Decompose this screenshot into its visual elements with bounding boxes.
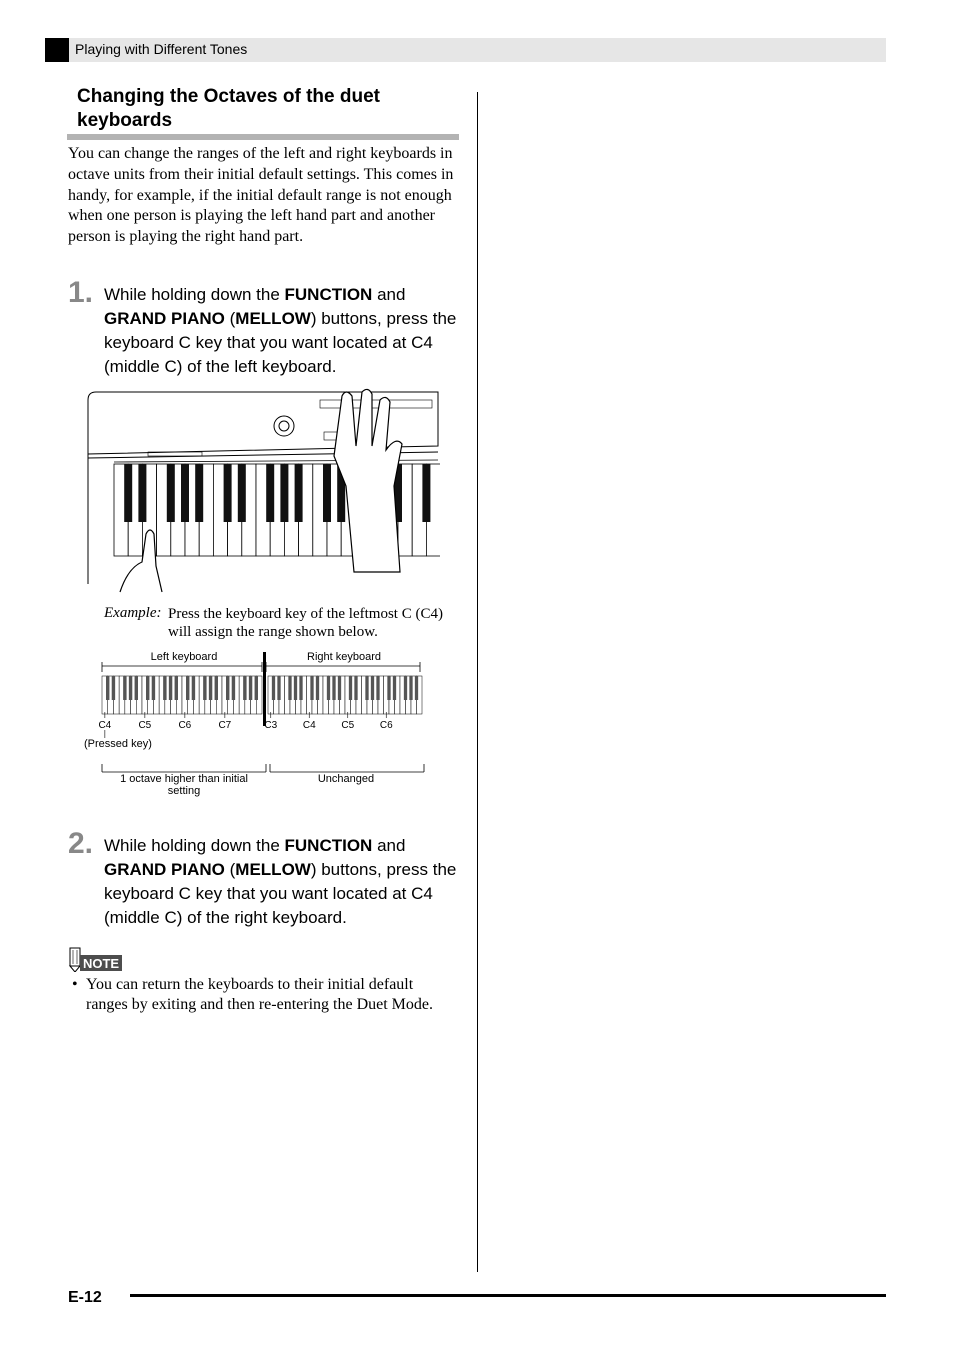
mini-black-key bbox=[371, 676, 374, 700]
left-key-label: C4 bbox=[98, 720, 112, 731]
mini-black-key bbox=[232, 676, 235, 700]
column-divider bbox=[477, 92, 478, 1272]
example-text: Press the keyboard key of the leftmost C (C4) will assign the range shown below. bbox=[168, 606, 443, 640]
note-badge bbox=[68, 946, 126, 972]
title-rule bbox=[67, 134, 459, 140]
right-key-label: C3 bbox=[264, 720, 278, 731]
mini-black-key bbox=[146, 676, 149, 700]
note-item: You can return the keyboards to their initial default ranges by exiting and then re-entering the Duet Mode. bbox=[86, 976, 433, 1013]
black-key bbox=[280, 464, 288, 522]
mini-black-key bbox=[272, 676, 275, 700]
black-key bbox=[195, 464, 203, 522]
step-2-number: 2. bbox=[68, 827, 94, 860]
mini-black-key bbox=[288, 676, 291, 700]
key-labels bbox=[98, 712, 393, 738]
mini-black-key bbox=[209, 676, 212, 700]
mini-black-key bbox=[129, 676, 132, 700]
left-key-label: C6 bbox=[178, 720, 192, 731]
mini-black-key bbox=[163, 676, 166, 700]
mini-black-key bbox=[215, 676, 218, 700]
mini-keyboard bbox=[102, 676, 422, 714]
mini-black-key bbox=[299, 676, 302, 700]
mini-black-key bbox=[186, 676, 189, 700]
right-keyboard-label: Right keyboard bbox=[307, 651, 381, 663]
black-key bbox=[124, 464, 132, 522]
mini-black-key bbox=[135, 676, 138, 700]
mini-black-key bbox=[327, 676, 330, 700]
note-bullet: • bbox=[72, 976, 78, 993]
mini-black-key bbox=[169, 676, 172, 700]
section-title: Changing the Octaves of the duet keyboards bbox=[77, 86, 380, 131]
left-key-label: C5 bbox=[138, 720, 152, 731]
left-key-label: C7 bbox=[218, 720, 232, 731]
mini-black-key bbox=[203, 676, 206, 700]
black-key bbox=[224, 464, 232, 522]
mini-black-key bbox=[365, 676, 368, 700]
mini-black-key bbox=[409, 676, 412, 700]
mini-black-key bbox=[192, 676, 195, 700]
step-1-text: While holding down the FUNCTION and GRAND PIANO (MELLOW) buttons, press the keyboard C key that you want located at C4 (middle C) of the left keyboard. bbox=[104, 285, 457, 376]
right-key-label: C4 bbox=[302, 720, 316, 731]
intro-paragraph: You can change the ranges of the left and right keyboards in octave units from their initial default settings. This comes in handy, for example, if the initial default range is not enough when one person is playing the left hand part and another person is playing the right hand part. bbox=[68, 145, 454, 246]
black-key bbox=[295, 464, 303, 522]
mini-black-key bbox=[415, 676, 418, 700]
mini-black-key bbox=[106, 676, 109, 700]
right-key-label: C6 bbox=[379, 720, 393, 731]
mini-black-key bbox=[294, 676, 297, 700]
mini-black-key bbox=[249, 676, 252, 700]
left-range-label-line2: setting bbox=[167, 785, 201, 797]
mini-black-key bbox=[226, 676, 229, 700]
mini-black-key bbox=[393, 676, 396, 700]
split-marker bbox=[263, 652, 266, 726]
right-key-label: C5 bbox=[341, 720, 355, 731]
mini-black-key bbox=[255, 676, 258, 700]
piano-illustration bbox=[84, 386, 440, 596]
header-section-title: Playing with Different Tones bbox=[75, 41, 248, 57]
mini-black-key bbox=[112, 676, 115, 700]
black-key bbox=[167, 464, 175, 522]
left-range-label-line1: 1 octave higher than initial bbox=[120, 773, 248, 785]
black-key bbox=[181, 464, 189, 522]
mini-black-key bbox=[338, 676, 341, 700]
mini-black-key bbox=[123, 676, 126, 700]
mini-black-key bbox=[243, 676, 246, 700]
right-range-label: Unchanged bbox=[317, 773, 375, 785]
mini-black-key bbox=[175, 676, 178, 700]
pressed-key-label: (Pressed key) bbox=[84, 738, 152, 750]
mini-black-key bbox=[310, 676, 313, 700]
keyboard-range-diagram bbox=[80, 646, 440, 806]
mini-black-key bbox=[387, 676, 390, 700]
black-key bbox=[138, 464, 146, 522]
black-key bbox=[238, 464, 246, 522]
mini-black-key bbox=[152, 676, 155, 700]
black-key bbox=[422, 464, 430, 522]
mini-black-key bbox=[354, 676, 357, 700]
note-badge-label: NOTE bbox=[82, 956, 120, 971]
step-1-number: 1. bbox=[68, 276, 94, 309]
mini-black-key bbox=[404, 676, 407, 700]
mini-black-key bbox=[349, 676, 352, 700]
mini-black-key bbox=[376, 676, 379, 700]
mini-black-key bbox=[277, 676, 280, 700]
footer-rule bbox=[130, 1294, 886, 1297]
mini-black-key bbox=[316, 676, 319, 700]
left-keyboard-label: Left keyboard bbox=[150, 651, 218, 663]
pencil-icon bbox=[70, 948, 80, 972]
black-key bbox=[266, 464, 274, 522]
black-key bbox=[323, 464, 331, 522]
mini-black-key bbox=[332, 676, 335, 700]
example-label: Example: bbox=[104, 605, 162, 621]
step-2-text: While holding down the FUNCTION and GRAND PIANO (MELLOW) buttons, press the keyboard C key that you want located at C4 (middle C) of the right keyboard. bbox=[104, 836, 457, 927]
header-marker bbox=[45, 38, 69, 62]
page-number: E-12 bbox=[68, 1289, 102, 1306]
